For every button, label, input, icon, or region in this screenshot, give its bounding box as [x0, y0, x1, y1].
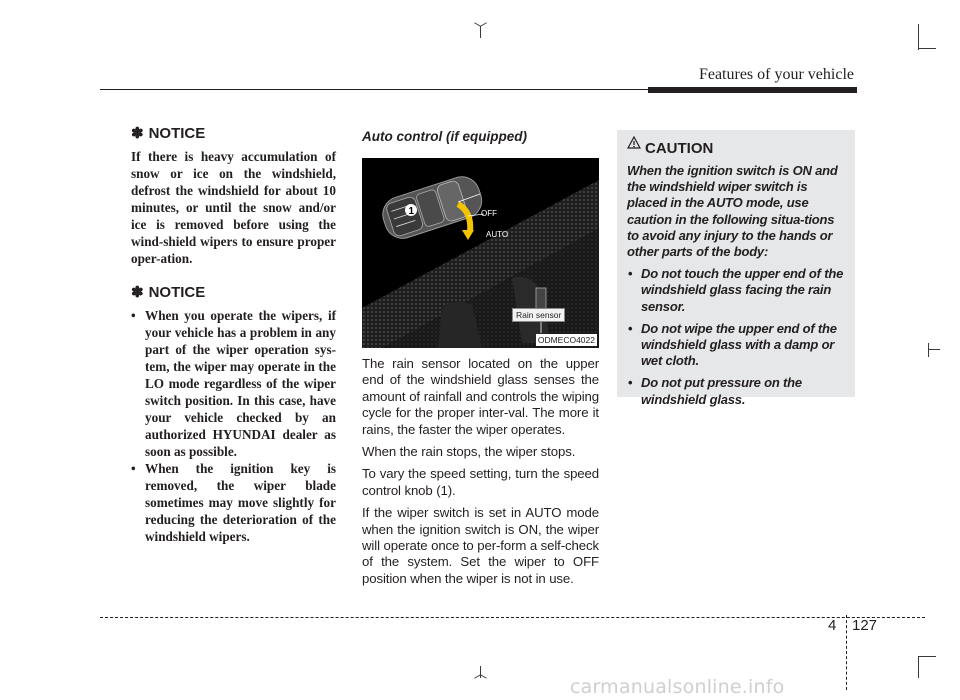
crop-mark: [928, 343, 929, 357]
label-off: OFF: [481, 209, 497, 218]
notice-list-item: • When you operate the wipers, if your vehicle has a problem in any part of the wiper operation sys-tem, the wiper may operate in the LO mode regardless of the wiper switch position. In this case, have your vehicle checked by an authorized HYUNDAI dealer as soon as possible.: [131, 307, 336, 460]
caution-list-item: • Do not touch the upper end of the windshield glass facing the rain sensor.: [627, 266, 847, 315]
notice-star-icon: ✽: [131, 284, 144, 301]
watermark: carmanualsonline.info: [570, 676, 785, 698]
body-paragraph: To vary the speed setting, turn the speed control knob (1).: [362, 466, 599, 498]
crop-mark: [480, 666, 481, 678]
notice-text: If there is heavy accumulation of snow or ice on the windshield, defrost the windshield for about 10 minutes, or until the snow and/or ice is removed before using the wind-shield wipers to ensure proper oper-ation.: [131, 149, 336, 266]
notice-heading: [131, 124, 336, 142]
auto-control-column: [362, 124, 599, 593]
body-paragraph: The rain sensor located on the upper end of the windshield glass senses the amount of rainfall and controls the wiping cycle for the proper inter-val. The more it rains, the faster the wiper operates.: [362, 356, 599, 437]
notice-list-item: • When the ignition key is removed, the wiper blade sometimes may move slightly for reducing the deterioration of the windshield wipers.: [131, 460, 336, 545]
crop-mark: [918, 656, 919, 678]
auto-control-heading: Auto control (if equipped): [362, 129, 527, 144]
warning-triangle-icon: [627, 136, 641, 149]
header-bar: [648, 87, 857, 93]
caution-intro: When the ignition switch is ON and the windshield wiper switch is placed in the AUTO mode, use caution in the following situa-tions to avoid any injury to the hands or other parts of the body:: [627, 163, 838, 260]
caution-list-item: • Do not wipe the upper end of the windshield glass with a damp or wet cloth.: [627, 321, 847, 370]
label-rain-sensor: Rain sensor: [512, 308, 565, 322]
crop-mark: [918, 656, 936, 657]
notice-star-icon: ✽: [131, 125, 144, 142]
notices-column: [131, 124, 336, 545]
crop-mark: [480, 674, 487, 678]
footer-rule: [100, 617, 925, 618]
label-auto: AUTO: [486, 230, 509, 239]
section-title: Features of your vehicle: [698, 66, 854, 83]
notice-heading: [131, 283, 336, 301]
caution-box: [617, 130, 855, 407]
chapter-number: 4: [828, 617, 837, 634]
caution-heading-label: CAUTION: [645, 140, 714, 157]
notice-list: [131, 307, 336, 545]
notice-heading-label: NOTICE: [148, 124, 206, 142]
figure-code: ODMECO4022: [537, 335, 595, 345]
crop-mark: [480, 26, 481, 38]
notice-heading-label: NOTICE: [148, 283, 206, 301]
body-paragraph: When the rain stops, the wiper stops.: [362, 444, 576, 460]
knob-number: 1: [408, 206, 415, 217]
crop-mark: [918, 48, 936, 49]
body-paragraph: If the wiper switch is set in AUTO mode when the ignition switch is ON, the wiper will operate once to per-form a self-check of the system. Set the wiper to OFF position when the wiper is not in use.: [362, 505, 599, 586]
page-separator: [846, 615, 848, 690]
crop-mark: [918, 24, 919, 50]
rain-sensor-figure: [362, 158, 599, 348]
page-number: 127: [852, 617, 878, 634]
caution-list-item: • Do not put pressure on the windshield glass.: [627, 375, 847, 407]
crop-mark: [928, 349, 940, 350]
caution-list: [627, 266, 847, 408]
crop-mark: [480, 22, 487, 26]
caution-heading: [627, 140, 847, 157]
